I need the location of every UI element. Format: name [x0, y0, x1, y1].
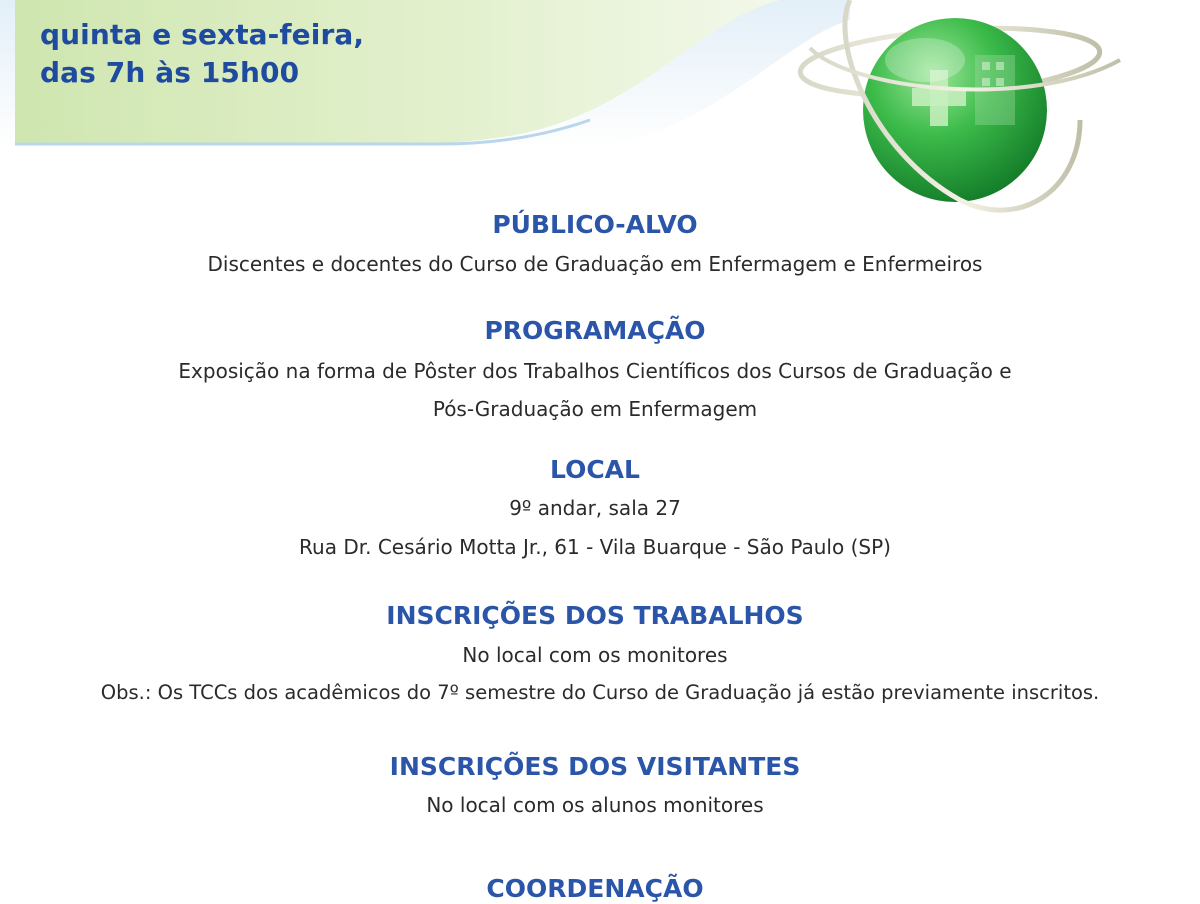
local-room: 9º andar, sala 27	[509, 496, 681, 520]
inscricoes-trabalhos-heading: INSCRIÇÕES DOS TRABALHOS	[386, 601, 804, 630]
programacao-heading: PROGRAMAÇÃO	[484, 316, 706, 345]
inscricoes-visitantes-text: No local com os alunos monitores	[426, 793, 764, 817]
inscricoes-trabalhos-obs: Obs.: Os TCCs dos acadêmicos do 7º semestre do Curso de Graduação já estão previamente inscritos.	[100, 681, 1100, 704]
coordenacao-heading: COORDENAÇÃO	[486, 874, 704, 903]
publico-alvo-heading: PÚBLICO-ALVO	[492, 210, 698, 239]
banner-hours: das 7h às 15h00	[40, 56, 300, 89]
programacao-line-1: Exposição na forma de Pôster dos Trabalhos Científicos dos Cursos de Graduação e	[178, 359, 1012, 383]
inscricoes-trabalhos-line-1: No local com os monitores	[462, 643, 728, 667]
local-heading: LOCAL	[550, 455, 640, 484]
local-address: Rua Dr. Cesário Motta Jr., 61 - Vila Buarque - São Paulo (SP)	[299, 535, 891, 559]
programacao-line-2: Pós-Graduação em Enfermagem	[432, 397, 758, 421]
inscricoes-visitantes-heading: INSCRIÇÕES DOS VISITANTES	[389, 752, 801, 781]
publico-alvo-text: Discentes e docentes do Curso de Graduação em Enfermagem e Enfermeiros	[207, 252, 983, 276]
banner-days: quinta e sexta-feira,	[40, 18, 365, 51]
